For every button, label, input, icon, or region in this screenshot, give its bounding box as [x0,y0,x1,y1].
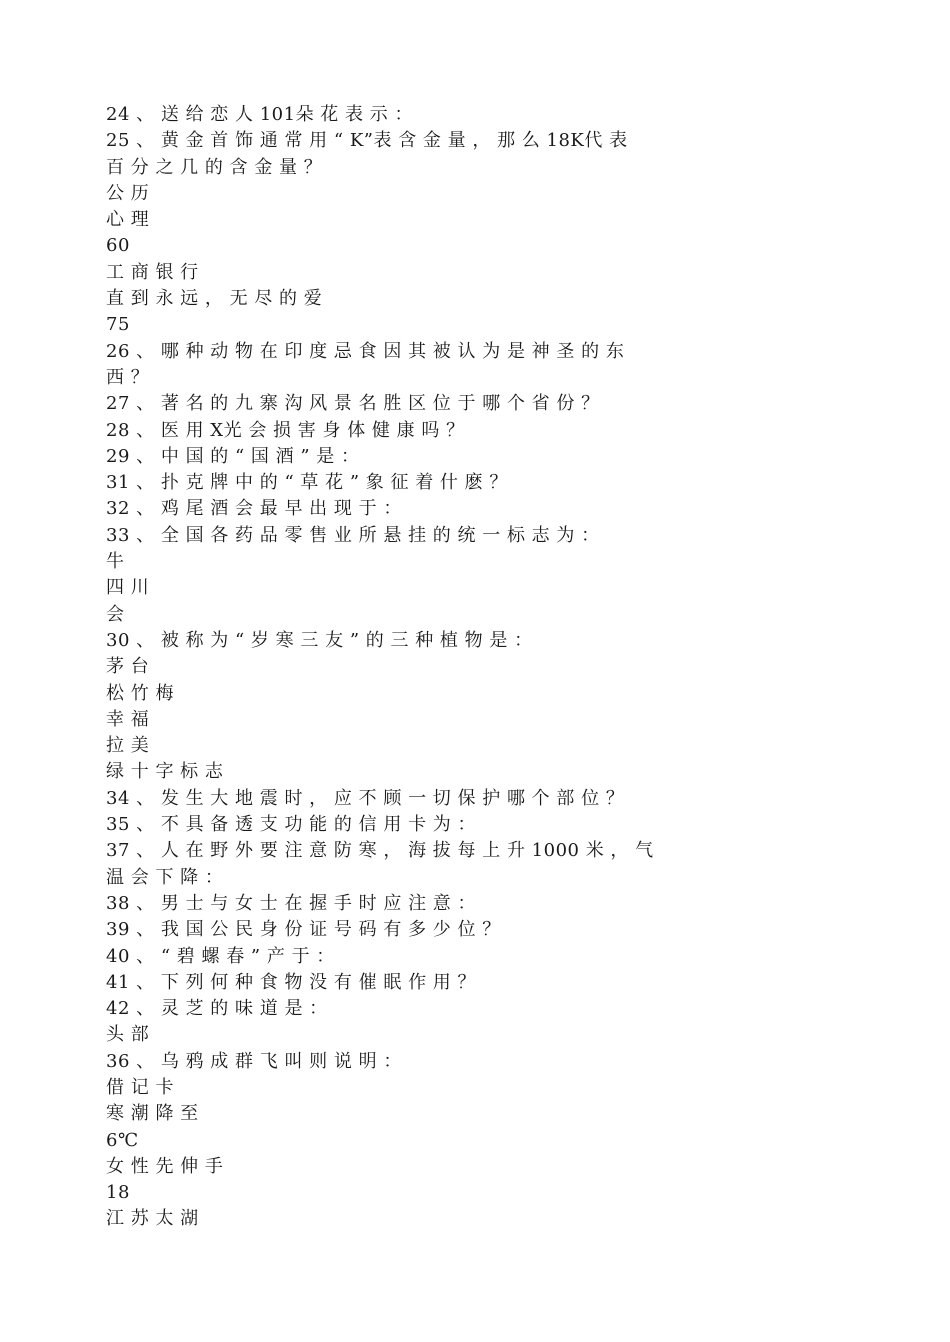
answer-line: 茅 台 [106,656,150,678]
document-body [106,102,836,1233]
answer-line: 四 川 [106,577,150,599]
answer-line: 6℃ [106,1129,139,1151]
answer-line: 牛 [106,551,125,573]
answer-line: 幸 福 [106,708,150,730]
question-39: 39 、 我 国 公 民 身 份 证 号 码 有 多 少 位 ？ [106,919,501,941]
answer-line: 75 [106,314,130,336]
question-25: 25 、 黄 金 首 饰 通 常 用 “ K”表 含 金 量 ， 那 么 18K代 表 [106,130,628,152]
answer-line: 工 商 银 行 [106,261,199,283]
answer-line: 拉 美 [106,735,150,757]
question-31: 31 、 扑 克 牌 中 的 “ 草 花 ” 象 征 着 什 麽 ？ [106,472,508,494]
question-30: 30 、 被 称 为 “ 岁 寒 三 友 ” 的 三 种 植 物 是 ： [106,629,533,651]
question-41: 41 、 下 列 何 种 食 物 没 有 催 眠 作 用 ？ [106,971,477,993]
answer-line: 18 [106,1182,130,1204]
answer-line: 借 记 卡 [106,1076,174,1098]
question-26: 26 、 哪 种 动 物 在 印 度 忌 食 因 其 被 认 为 是 神 圣 的 东 [106,340,625,362]
question-37-continued: 温 会 下 降 ： [106,866,224,888]
question-37: 37 、 人 在 野 外 要 注 意 防 寒 ， 海 拔 每 上 升 1000 米 ， 气 [106,840,654,862]
question-33: 33 、 全 国 各 药 品 零 售 业 所 悬 挂 的 统 一 标 志 为 ： [106,524,600,546]
question-36: 36 、 乌 鸦 成 群 飞 叫 则 说 明 ： [106,1050,402,1072]
question-28: 28 、 医 用 X光 会 损 害 身 体 健 康 吗 ？ [106,419,465,441]
question-38: 38 、 男 士 与 女 士 在 握 手 时 应 注 意 ： [106,892,477,914]
answer-line: 松 竹 梅 [106,682,174,704]
question-40: 40 、 “ 碧 螺 春 ” 产 于 ： [106,945,335,967]
question-42: 42 、 灵 芝 的 味 道 是 ： [106,998,328,1020]
question-35: 35 、 不 具 备 透 支 功 能 的 信 用 卡 为 ： [106,814,477,836]
question-27: 27 、 著 名 的 九 寨 沟 风 景 名 胜 区 位 于 哪 个 省 份 ？ [106,393,600,415]
question-26-continued: 西 ？ [106,366,150,388]
answer-line: 江 苏 太 湖 [106,1208,199,1230]
answer-line: 寒 潮 降 至 [106,1103,199,1125]
question-25-continued: 百 分 之 几 的 含 金 量 ？ [106,156,323,178]
answer-line: 公 历 [106,182,150,204]
question-24: 24 、 送 给 恋 人 101朵 花 表 示 ： [106,104,413,125]
question-32: 32 、 鸡 尾 酒 会 最 早 出 现 于 ： [106,498,402,520]
answer-line: 绿 十 字 标 志 [106,761,224,783]
answer-line: 头 部 [106,1024,150,1046]
answer-line: 直 到 永 远 ， 无 尽 的 爱 [106,288,323,310]
question-29: 29 、 中 国 的 “ 国 酒 ” 是 ： [106,445,360,467]
answer-line: 女 性 先 伸 手 [106,1155,224,1177]
question-34: 34 、 发 生 大 地 震 时 ， 应 不 顾 一 切 保 护 哪 个 部 位 ？ [106,787,625,809]
answer-line: 会 [106,603,125,625]
answer-line: 心 理 [106,209,150,231]
answer-line: 60 [106,235,130,257]
